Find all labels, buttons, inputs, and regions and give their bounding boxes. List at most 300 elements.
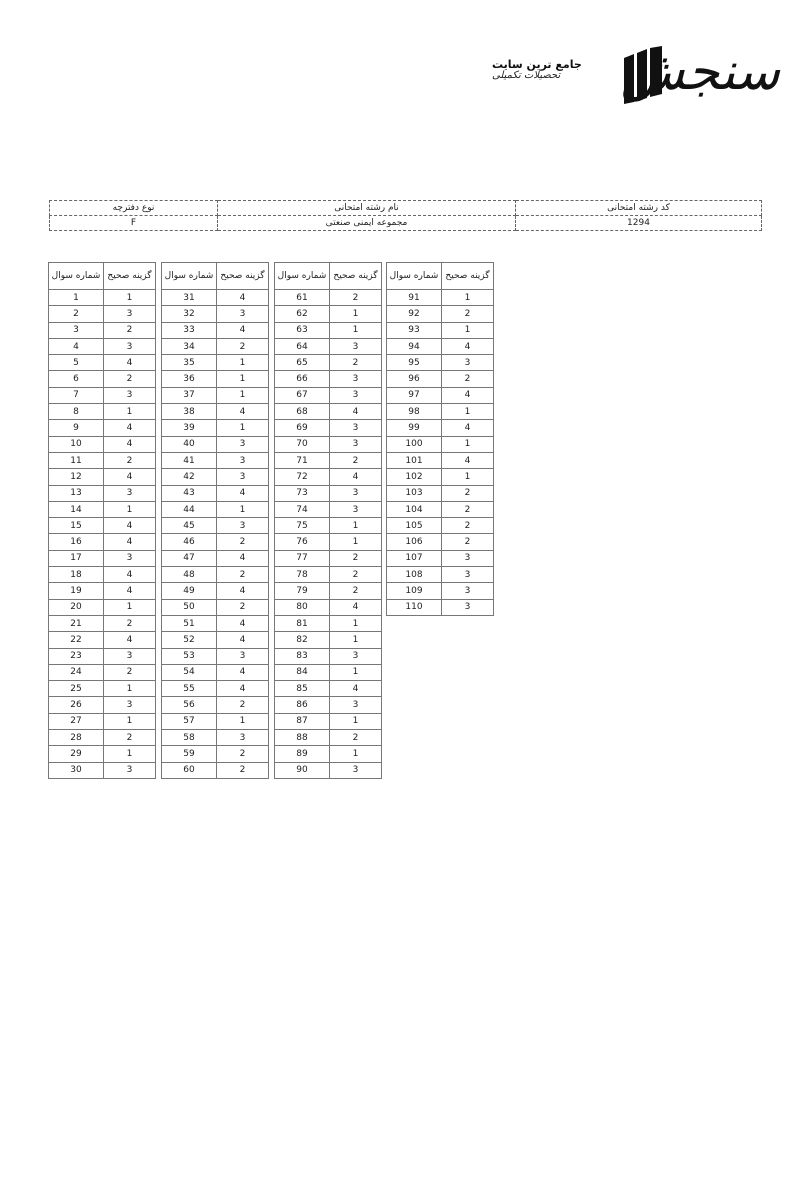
question-number-cell: 60 (162, 762, 217, 778)
correct-option-cell: 2 (330, 355, 382, 371)
question-number-cell: 34 (162, 338, 217, 354)
exam-info-value-row (50, 216, 762, 231)
correct-option-cell: 1 (330, 518, 382, 534)
answer-key-row (49, 534, 156, 550)
correct-option-cell: 4 (104, 355, 156, 371)
question-number-cell: 59 (162, 746, 217, 762)
correct-option-cell: 4 (217, 664, 269, 680)
question-number-cell: 21 (49, 615, 104, 631)
question-number-cell: 25 (49, 681, 104, 697)
question-number-header: شماره سوال (49, 263, 104, 290)
question-number-cell: 83 (275, 648, 330, 664)
answer-key-row (387, 355, 494, 371)
correct-option-cell: 1 (104, 713, 156, 729)
answer-key-row (275, 550, 382, 566)
answer-key-row (275, 501, 382, 517)
answer-key-row (49, 664, 156, 680)
question-number-cell: 81 (275, 615, 330, 631)
answer-key-row (49, 762, 156, 778)
answer-key-row (162, 404, 269, 420)
answer-key-row (162, 713, 269, 729)
answer-key-row (49, 485, 156, 501)
answer-key-row (275, 648, 382, 664)
correct-option-cell: 2 (217, 697, 269, 713)
answer-key-row (162, 583, 269, 599)
correct-option-cell: 1 (442, 322, 494, 338)
answer-key-row (275, 583, 382, 599)
answer-key-row (49, 436, 156, 452)
answer-key-row (387, 501, 494, 517)
question-number-cell: 49 (162, 583, 217, 599)
question-number-cell: 16 (49, 534, 104, 550)
question-number-cell: 69 (275, 420, 330, 436)
question-number-cell: 53 (162, 648, 217, 664)
logo-wordmark: سنجش (620, 42, 780, 102)
question-number-cell: 103 (387, 485, 442, 501)
answer-key-row (275, 518, 382, 534)
question-number-cell: 27 (49, 713, 104, 729)
answer-key-row (275, 632, 382, 648)
correct-option-cell: 1 (104, 501, 156, 517)
answer-key-row (387, 420, 494, 436)
correct-option-cell: 1 (442, 290, 494, 306)
question-number-cell: 100 (387, 436, 442, 452)
correct-option-cell: 1 (104, 681, 156, 697)
question-number-cell: 15 (49, 518, 104, 534)
correct-option-cell: 1 (330, 713, 382, 729)
correct-option-cell: 3 (330, 485, 382, 501)
answer-key-row (49, 648, 156, 664)
question-number-cell: 13 (49, 485, 104, 501)
correct-option-cell: 1 (217, 713, 269, 729)
booklet-type-header: نوع دفترچه (50, 201, 218, 216)
question-number-cell: 38 (162, 404, 217, 420)
question-number-cell: 71 (275, 452, 330, 468)
question-number-cell: 48 (162, 567, 217, 583)
correct-option-cell: 3 (104, 387, 156, 403)
answer-key-row (275, 355, 382, 371)
answer-key-row (275, 681, 382, 697)
correct-option-cell: 1 (104, 599, 156, 615)
answer-key-row (49, 501, 156, 517)
correct-option-cell: 3 (217, 518, 269, 534)
answer-key-header-row (387, 263, 494, 290)
question-number-cell: 4 (49, 338, 104, 354)
correct-option-cell: 4 (104, 420, 156, 436)
answer-key-row (387, 452, 494, 468)
correct-option-cell: 3 (330, 697, 382, 713)
question-number-cell: 6 (49, 371, 104, 387)
answer-key-row (162, 730, 269, 746)
question-number-cell: 8 (49, 404, 104, 420)
correct-option-cell: 2 (442, 534, 494, 550)
question-number-cell: 40 (162, 436, 217, 452)
field-name-value: مجموعه ایمنی صنعتی (218, 216, 516, 231)
booklet-type-value: F (50, 216, 218, 231)
answer-key-table (48, 262, 156, 779)
question-number-cell: 14 (49, 501, 104, 517)
question-number-cell: 11 (49, 452, 104, 468)
answer-key-row (387, 518, 494, 534)
answer-key-row (162, 306, 269, 322)
correct-option-cell: 3 (330, 648, 382, 664)
answer-key-row (387, 322, 494, 338)
correct-option-cell: 3 (217, 306, 269, 322)
answer-key-row (275, 485, 382, 501)
question-number-cell: 110 (387, 599, 442, 615)
answer-key-header-row (49, 263, 156, 290)
answer-key-row (49, 322, 156, 338)
correct-option-cell: 3 (217, 436, 269, 452)
answer-key-row (49, 306, 156, 322)
correct-option-cell: 2 (104, 452, 156, 468)
answer-key-row (275, 452, 382, 468)
correct-option-cell: 2 (442, 306, 494, 322)
question-number-cell: 29 (49, 746, 104, 762)
correct-option-cell: 4 (104, 534, 156, 550)
field-name-header: نام رشته امتحانی (218, 201, 516, 216)
correct-option-cell: 2 (442, 485, 494, 501)
question-number-cell: 88 (275, 730, 330, 746)
correct-option-cell: 4 (217, 322, 269, 338)
question-number-cell: 31 (162, 290, 217, 306)
correct-option-cell: 1 (217, 355, 269, 371)
answer-key-row (49, 420, 156, 436)
answer-key-row (49, 338, 156, 354)
question-number-cell: 76 (275, 534, 330, 550)
correct-option-cell: 4 (217, 681, 269, 697)
field-code-value: 1294 (516, 216, 762, 231)
answer-key-row (162, 648, 269, 664)
question-number-cell: 97 (387, 387, 442, 403)
answer-key-row (275, 615, 382, 631)
question-number-cell: 22 (49, 632, 104, 648)
correct-option-cell: 4 (217, 550, 269, 566)
correct-option-cell: 1 (330, 534, 382, 550)
answer-key-row (275, 371, 382, 387)
question-number-cell: 75 (275, 518, 330, 534)
answer-key-row (49, 632, 156, 648)
question-number-cell: 55 (162, 681, 217, 697)
question-number-cell: 18 (49, 567, 104, 583)
correct-option-cell: 2 (330, 567, 382, 583)
answer-key-row (162, 420, 269, 436)
answer-key-row (275, 567, 382, 583)
correct-option-cell: 4 (330, 599, 382, 615)
correct-option-cell: 2 (442, 371, 494, 387)
correct-option-cell: 3 (104, 550, 156, 566)
question-number-cell: 46 (162, 534, 217, 550)
question-number-cell: 51 (162, 615, 217, 631)
correct-option-cell: 3 (330, 420, 382, 436)
correct-option-cell: 1 (330, 615, 382, 631)
answer-key-row (387, 599, 494, 615)
correct-option-cell: 4 (104, 583, 156, 599)
answer-key-row (162, 387, 269, 403)
answer-key-row (162, 452, 269, 468)
question-number-header: شماره سوال (162, 263, 217, 290)
answer-key-row (49, 290, 156, 306)
correct-option-cell: 1 (442, 469, 494, 485)
correct-option-cell: 4 (330, 681, 382, 697)
answer-key-row (49, 583, 156, 599)
answer-key-row (162, 322, 269, 338)
answer-key-row (49, 730, 156, 746)
question-number-cell: 56 (162, 697, 217, 713)
answer-key-row (275, 599, 382, 615)
answer-key-row (49, 371, 156, 387)
answer-key-row (162, 436, 269, 452)
correct-option-cell: 3 (104, 762, 156, 778)
answer-key-row (387, 306, 494, 322)
correct-option-cell: 4 (442, 338, 494, 354)
correct-option-cell: 3 (330, 762, 382, 778)
answer-key-row (275, 534, 382, 550)
question-number-cell: 5 (49, 355, 104, 371)
answer-key-row (162, 632, 269, 648)
answer-key-row (49, 404, 156, 420)
correct-option-cell: 3 (104, 697, 156, 713)
answer-key-row (275, 420, 382, 436)
answer-key-row (162, 697, 269, 713)
question-number-cell: 54 (162, 664, 217, 680)
answer-key-header-row (275, 263, 382, 290)
correct-option-cell: 2 (217, 746, 269, 762)
correct-option-cell: 4 (442, 420, 494, 436)
question-number-cell: 10 (49, 436, 104, 452)
answer-key-row (275, 322, 382, 338)
correct-option-cell: 2 (104, 371, 156, 387)
correct-option-cell: 2 (330, 290, 382, 306)
correct-option-cell: 3 (217, 469, 269, 485)
question-number-cell: 77 (275, 550, 330, 566)
correct-option-cell: 1 (442, 404, 494, 420)
question-number-cell: 101 (387, 452, 442, 468)
question-number-cell: 90 (275, 762, 330, 778)
answer-key-row (49, 746, 156, 762)
correct-option-cell: 3 (330, 501, 382, 517)
question-number-cell: 68 (275, 404, 330, 420)
answer-key-row (49, 518, 156, 534)
answer-key-row (275, 306, 382, 322)
correct-option-cell: 3 (330, 371, 382, 387)
question-number-cell: 9 (49, 420, 104, 436)
correct-option-cell: 1 (330, 322, 382, 338)
correct-option-cell: 3 (330, 436, 382, 452)
answer-key-row (387, 436, 494, 452)
correct-option-cell: 3 (104, 306, 156, 322)
answer-key-table (274, 262, 382, 779)
answer-key-row (49, 713, 156, 729)
correct-option-cell: 1 (104, 746, 156, 762)
answer-key-row (387, 290, 494, 306)
question-number-cell: 3 (49, 322, 104, 338)
correct-option-cell: 1 (217, 420, 269, 436)
question-number-cell: 82 (275, 632, 330, 648)
question-number-cell: 98 (387, 404, 442, 420)
question-number-cell: 12 (49, 469, 104, 485)
question-number-cell: 30 (49, 762, 104, 778)
correct-option-cell: 3 (442, 355, 494, 371)
answer-key-row (275, 290, 382, 306)
question-number-cell: 35 (162, 355, 217, 371)
question-number-cell: 109 (387, 583, 442, 599)
question-number-cell: 39 (162, 420, 217, 436)
answer-key-row (275, 664, 382, 680)
correct-option-cell: 4 (217, 583, 269, 599)
answer-key-row (275, 730, 382, 746)
answer-key-row (275, 697, 382, 713)
answer-key-row (275, 746, 382, 762)
correct-option-cell: 4 (104, 518, 156, 534)
question-number-cell: 84 (275, 664, 330, 680)
correct-option-cell: 2 (442, 501, 494, 517)
answer-key-row (387, 583, 494, 599)
question-number-cell: 64 (275, 338, 330, 354)
question-number-cell: 24 (49, 664, 104, 680)
correct-option-cell: 1 (104, 404, 156, 420)
correct-option-cell: 2 (104, 615, 156, 631)
answer-key-table (386, 262, 494, 616)
answer-key-row (387, 338, 494, 354)
question-number-header: شماره سوال (387, 263, 442, 290)
correct-option-cell: 4 (104, 469, 156, 485)
answer-key-row (275, 762, 382, 778)
correct-option-cell: 1 (442, 436, 494, 452)
correct-option-header: گزینه صحیح (442, 263, 494, 290)
question-number-cell: 99 (387, 420, 442, 436)
correct-option-cell: 1 (330, 664, 382, 680)
question-number-cell: 93 (387, 322, 442, 338)
correct-option-cell: 3 (217, 648, 269, 664)
answer-key-row (162, 615, 269, 631)
answer-key-row (162, 550, 269, 566)
exam-info-table (49, 200, 762, 231)
answer-key-row (162, 501, 269, 517)
question-number-cell: 66 (275, 371, 330, 387)
question-number-cell: 45 (162, 518, 217, 534)
question-number-cell: 41 (162, 452, 217, 468)
answer-key-row (275, 387, 382, 403)
logo-tagline: جامع ترین سایت (492, 58, 582, 71)
correct-option-cell: 4 (217, 615, 269, 631)
question-number-cell: 43 (162, 485, 217, 501)
question-number-cell: 96 (387, 371, 442, 387)
correct-option-cell: 2 (104, 322, 156, 338)
answer-key-row (49, 567, 156, 583)
question-number-cell: 20 (49, 599, 104, 615)
question-number-cell: 2 (49, 306, 104, 322)
answer-key-row (162, 338, 269, 354)
correct-option-cell: 4 (104, 632, 156, 648)
question-number-cell: 105 (387, 518, 442, 534)
correct-option-cell: 3 (442, 599, 494, 615)
correct-option-cell: 4 (104, 436, 156, 452)
answer-key-row (275, 469, 382, 485)
answer-key-row (162, 664, 269, 680)
answer-key-row (162, 355, 269, 371)
question-number-cell: 70 (275, 436, 330, 452)
answer-key-row (49, 355, 156, 371)
site-logo (488, 36, 780, 108)
answer-key-row (49, 387, 156, 403)
answer-key-header-row (162, 263, 269, 290)
question-number-cell: 107 (387, 550, 442, 566)
answer-key-row (49, 697, 156, 713)
answer-key-row (49, 681, 156, 697)
question-number-cell: 36 (162, 371, 217, 387)
correct-option-cell: 1 (104, 290, 156, 306)
question-number-cell: 17 (49, 550, 104, 566)
correct-option-cell: 2 (330, 550, 382, 566)
answer-key-row (275, 404, 382, 420)
answer-key-row (387, 567, 494, 583)
correct-option-cell: 3 (442, 567, 494, 583)
correct-option-cell: 2 (104, 664, 156, 680)
answer-key-row (162, 534, 269, 550)
answer-key-row (162, 290, 269, 306)
correct-option-cell: 2 (217, 534, 269, 550)
answer-key-row (162, 746, 269, 762)
question-number-cell: 42 (162, 469, 217, 485)
question-number-cell: 7 (49, 387, 104, 403)
correct-option-cell: 2 (217, 567, 269, 583)
question-number-cell: 33 (162, 322, 217, 338)
question-number-cell: 80 (275, 599, 330, 615)
question-number-cell: 23 (49, 648, 104, 664)
question-number-cell: 85 (275, 681, 330, 697)
question-number-cell: 108 (387, 567, 442, 583)
question-number-cell: 57 (162, 713, 217, 729)
question-number-cell: 87 (275, 713, 330, 729)
correct-option-cell: 4 (217, 632, 269, 648)
answer-key-table (161, 262, 269, 779)
correct-option-cell: 3 (104, 338, 156, 354)
correct-option-cell: 2 (330, 452, 382, 468)
correct-option-cell: 2 (217, 599, 269, 615)
question-number-cell: 52 (162, 632, 217, 648)
field-code-header: کد رشته امتحانی (516, 201, 762, 216)
correct-option-cell: 2 (442, 518, 494, 534)
correct-option-cell: 3 (330, 338, 382, 354)
correct-option-cell: 1 (217, 371, 269, 387)
answer-key-row (162, 762, 269, 778)
question-number-cell: 47 (162, 550, 217, 566)
question-number-cell: 50 (162, 599, 217, 615)
correct-option-cell: 1 (217, 501, 269, 517)
question-number-cell: 58 (162, 730, 217, 746)
correct-option-cell: 1 (217, 387, 269, 403)
question-number-header: شماره سوال (275, 263, 330, 290)
answer-key-row (387, 469, 494, 485)
correct-option-cell: 1 (330, 306, 382, 322)
question-number-cell: 19 (49, 583, 104, 599)
question-number-cell: 62 (275, 306, 330, 322)
question-number-cell: 67 (275, 387, 330, 403)
answer-key-row (387, 550, 494, 566)
answer-key-row (275, 713, 382, 729)
answer-key-row (387, 371, 494, 387)
question-number-cell: 91 (387, 290, 442, 306)
question-number-cell: 102 (387, 469, 442, 485)
answer-key-row (49, 452, 156, 468)
question-number-cell: 61 (275, 290, 330, 306)
correct-option-header: گزینه صحیح (104, 263, 156, 290)
correct-option-cell: 1 (330, 632, 382, 648)
question-number-cell: 89 (275, 746, 330, 762)
correct-option-header: گزینه صحیح (217, 263, 269, 290)
correct-option-cell: 3 (217, 452, 269, 468)
